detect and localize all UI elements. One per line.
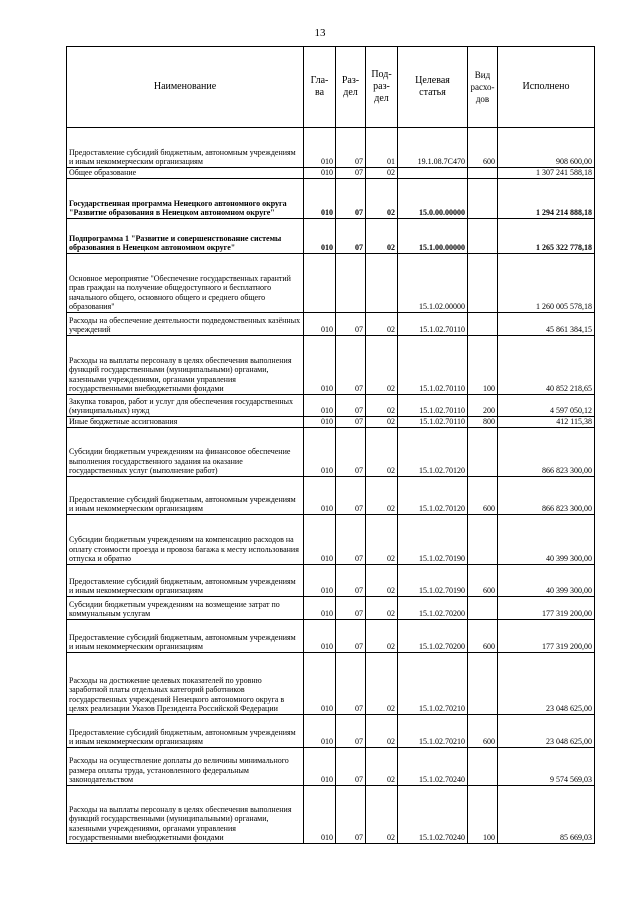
row-name: Субсидии бюджетным учреждениям на компенсацию расходов на оплату стоимости проезда и провоза багажа к месту использования отпуска и обратно xyxy=(67,515,304,565)
row-section: 07 xyxy=(336,786,366,844)
row-section: 07 xyxy=(336,653,366,715)
row-target-article: 15.1.02.70110 xyxy=(398,417,468,428)
row-section: 07 xyxy=(336,477,366,515)
row-section: 07 xyxy=(336,179,366,219)
row-subsection: 02 xyxy=(366,715,398,748)
table-row xyxy=(67,515,595,565)
row-target-article: 15.1.00.00000 xyxy=(398,219,468,254)
row-name: Иные бюджетные ассигнования xyxy=(67,417,304,428)
row-name: Расходы на осуществление доплаты до величины минимального размера оплаты труда, установленного федеральным законодательством xyxy=(67,748,304,786)
row-target-article: 15.1.02.70240 xyxy=(398,748,468,786)
table-row xyxy=(67,653,595,715)
row-subsection: 02 xyxy=(366,395,398,417)
row-chapter: 010 xyxy=(304,417,336,428)
row-section: 07 xyxy=(336,515,366,565)
row-name: Предоставление субсидий бюджетным, автономным учреждениям и иным некоммерческим организациям xyxy=(67,620,304,653)
row-amount: 40 399 300,00 xyxy=(498,565,595,597)
table-row xyxy=(67,428,595,477)
table-row xyxy=(67,254,595,313)
table-row xyxy=(67,715,595,748)
table-row xyxy=(67,417,595,428)
row-expense-type xyxy=(468,428,498,477)
row-amount: 1 265 322 778,18 xyxy=(498,219,595,254)
row-target-article: 15.0.00.00000 xyxy=(398,179,468,219)
row-expense-type xyxy=(468,179,498,219)
row-name: Субсидии бюджетным учреждениям на возмещение затрат по коммунальным услугам xyxy=(67,597,304,620)
row-chapter: 010 xyxy=(304,748,336,786)
table-header-row xyxy=(67,47,595,128)
row-chapter xyxy=(304,254,336,313)
row-expense-type: 100 xyxy=(468,786,498,844)
row-name: Расходы на обеспечение деятельности подведомственных казённых учреждений xyxy=(67,313,304,336)
row-target-article: 15.1.02.70210 xyxy=(398,715,468,748)
row-target-article: 15.1.02.70210 xyxy=(398,653,468,715)
row-section: 07 xyxy=(336,620,366,653)
row-name: Предоставление субсидий бюджетным, автономным учреждениям и иным некоммерческим организациям xyxy=(67,477,304,515)
row-chapter: 010 xyxy=(304,565,336,597)
row-section: 07 xyxy=(336,313,366,336)
row-target-article: 15.1.02.70120 xyxy=(398,428,468,477)
row-amount: 412 115,38 xyxy=(498,417,595,428)
row-expense-type xyxy=(468,219,498,254)
row-chapter: 010 xyxy=(304,786,336,844)
header-subsection: Под- раз- дел xyxy=(366,47,398,128)
page-number: 13 xyxy=(314,27,326,39)
row-subsection xyxy=(366,254,398,313)
table-row xyxy=(67,786,595,844)
row-target-article xyxy=(398,168,468,179)
row-name: Основное мероприятие "Обеспечение государственных гарантий прав граждан на получение общедоступного и бесплатного начального общего, основного общего и среднего общего образования" xyxy=(67,254,304,313)
row-chapter: 010 xyxy=(304,313,336,336)
row-subsection: 01 xyxy=(366,128,398,168)
row-target-article: 15.1.02.70240 xyxy=(398,786,468,844)
row-name: Предоставление субсидий бюджетным, автономным учреждениям и иным некоммерческим организациям xyxy=(67,128,304,168)
row-chapter: 010 xyxy=(304,219,336,254)
table-row xyxy=(67,313,595,336)
row-chapter: 010 xyxy=(304,620,336,653)
row-target-article: 15.1.02.70200 xyxy=(398,620,468,653)
row-name: Предоставление субсидий бюджетным, автономным учреждениям и иным некоммерческим организациям xyxy=(67,565,304,597)
row-subsection: 02 xyxy=(366,786,398,844)
row-subsection: 02 xyxy=(366,179,398,219)
row-amount: 177 319 200,00 xyxy=(498,597,595,620)
row-target-article: 15.1.02.70190 xyxy=(398,565,468,597)
row-amount: 177 319 200,00 xyxy=(498,620,595,653)
table-row xyxy=(67,336,595,395)
row-chapter: 010 xyxy=(304,179,336,219)
row-subsection: 02 xyxy=(366,620,398,653)
row-amount: 85 669,03 xyxy=(498,786,595,844)
row-subsection: 02 xyxy=(366,653,398,715)
table-row xyxy=(67,620,595,653)
row-name: Расходы на выплаты персоналу в целях обеспечения выполнения функций государственными (муниципальными) органами, казенными учреждениями, органами управления государственными внебюджетными фондами xyxy=(67,336,304,395)
table-row xyxy=(67,477,595,515)
row-subsection: 02 xyxy=(366,515,398,565)
row-expense-type xyxy=(468,597,498,620)
row-section: 07 xyxy=(336,336,366,395)
table-row xyxy=(67,128,595,168)
row-chapter: 010 xyxy=(304,597,336,620)
row-section: 07 xyxy=(336,395,366,417)
header-expense-type: Вид расхо- дов xyxy=(468,47,498,128)
table-row xyxy=(67,219,595,254)
table-row xyxy=(67,597,595,620)
row-chapter: 010 xyxy=(304,715,336,748)
row-section xyxy=(336,254,366,313)
row-amount: 40 399 300,00 xyxy=(498,515,595,565)
row-chapter: 010 xyxy=(304,395,336,417)
row-amount: 1 294 214 888,18 xyxy=(498,179,595,219)
row-section: 07 xyxy=(336,715,366,748)
row-subsection: 02 xyxy=(366,219,398,254)
header-name: Наименование xyxy=(67,47,304,128)
row-name: Субсидии бюджетным учреждениям на финансовое обеспечение выполнения государственного задания на оказание государственных услуг (выполнение работ) xyxy=(67,428,304,477)
row-chapter: 010 xyxy=(304,128,336,168)
row-subsection: 02 xyxy=(366,428,398,477)
row-subsection: 02 xyxy=(366,168,398,179)
header-target-article: Целевая статья xyxy=(398,47,468,128)
row-amount: 908 600,00 xyxy=(498,128,595,168)
table-row xyxy=(67,179,595,219)
row-name: Предоставление субсидий бюджетным, автономным учреждениям и иным некоммерческим организациям xyxy=(67,715,304,748)
row-chapter: 010 xyxy=(304,336,336,395)
row-name: Расходы на достижение целевых показателей по уровню заработной платы отдельных категорий работников государственных учреждений Ненецкого автономного округа в целях реализации Указов Президента Российской Федерации xyxy=(67,653,304,715)
table-row xyxy=(67,395,595,417)
row-expense-type xyxy=(468,168,498,179)
row-target-article: 15.1.02.00000 xyxy=(398,254,468,313)
row-expense-type: 600 xyxy=(468,565,498,597)
row-amount: 40 852 218,65 xyxy=(498,336,595,395)
row-expense-type xyxy=(468,653,498,715)
row-target-article: 15.1.02.70120 xyxy=(398,477,468,515)
row-target-article: 15.1.02.70200 xyxy=(398,597,468,620)
row-amount: 866 823 300,00 xyxy=(498,428,595,477)
row-section: 07 xyxy=(336,428,366,477)
table-row xyxy=(67,565,595,597)
row-expense-type: 100 xyxy=(468,336,498,395)
row-expense-type: 600 xyxy=(468,620,498,653)
row-subsection: 02 xyxy=(366,748,398,786)
row-section: 07 xyxy=(336,748,366,786)
row-name: Государственная программа Ненецкого автономного округа "Развитие образования в Ненецком автономном округе" xyxy=(67,179,304,219)
row-amount: 23 048 625,00 xyxy=(498,715,595,748)
row-subsection: 02 xyxy=(366,565,398,597)
row-subsection: 02 xyxy=(366,477,398,515)
row-amount: 9 574 569,03 xyxy=(498,748,595,786)
row-amount: 45 861 384,15 xyxy=(498,313,595,336)
row-target-article: 15.1.02.70110 xyxy=(398,313,468,336)
row-name: Расходы на выплаты персоналу в целях обеспечения выполнения функций государственными (муниципальными) органами, казенными учреждениями, органами управления государственными внебюджетными фондами xyxy=(67,786,304,844)
row-name: Общее образование xyxy=(67,168,304,179)
table-row xyxy=(67,168,595,179)
row-subsection: 02 xyxy=(366,313,398,336)
row-chapter: 010 xyxy=(304,428,336,477)
row-expense-type: 600 xyxy=(468,715,498,748)
row-target-article: 15.1.02.70110 xyxy=(398,336,468,395)
row-name: Закупка товаров, работ и услуг для обеспечения государственных (муниципальных) нужд xyxy=(67,395,304,417)
row-section: 07 xyxy=(336,597,366,620)
row-section: 07 xyxy=(336,168,366,179)
header-executed: Исполнено xyxy=(498,47,595,128)
row-expense-type: 800 xyxy=(468,417,498,428)
budget-table xyxy=(66,46,595,844)
row-expense-type xyxy=(468,748,498,786)
row-amount: 1 260 005 578,18 xyxy=(498,254,595,313)
table-row xyxy=(67,748,595,786)
row-amount: 4 597 050,12 xyxy=(498,395,595,417)
row-section: 07 xyxy=(336,417,366,428)
row-target-article: 19.1.08.7С470 xyxy=(398,128,468,168)
row-subsection: 02 xyxy=(366,597,398,620)
row-expense-type xyxy=(468,254,498,313)
row-amount: 23 048 625,00 xyxy=(498,653,595,715)
row-amount: 866 823 300,00 xyxy=(498,477,595,515)
row-subsection: 02 xyxy=(366,417,398,428)
row-section: 07 xyxy=(336,219,366,254)
header-chapter: Гла- ва xyxy=(304,47,336,128)
row-section: 07 xyxy=(336,565,366,597)
row-chapter: 010 xyxy=(304,168,336,179)
header-section: Раз- дел xyxy=(336,47,366,128)
row-chapter: 010 xyxy=(304,477,336,515)
row-subsection: 02 xyxy=(366,336,398,395)
row-expense-type xyxy=(468,515,498,565)
row-chapter: 010 xyxy=(304,515,336,565)
row-section: 07 xyxy=(336,128,366,168)
row-name: Подпрограмма 1 "Развитие и совершенствование системы образования в Ненецком автономном округе" xyxy=(67,219,304,254)
row-amount: 1 307 241 588,18 xyxy=(498,168,595,179)
row-target-article: 15.1.02.70110 xyxy=(398,395,468,417)
row-target-article: 15.1.02.70190 xyxy=(398,515,468,565)
row-expense-type: 600 xyxy=(468,477,498,515)
row-expense-type: 600 xyxy=(468,128,498,168)
row-expense-type: 200 xyxy=(468,395,498,417)
row-chapter: 010 xyxy=(304,653,336,715)
row-expense-type xyxy=(468,313,498,336)
